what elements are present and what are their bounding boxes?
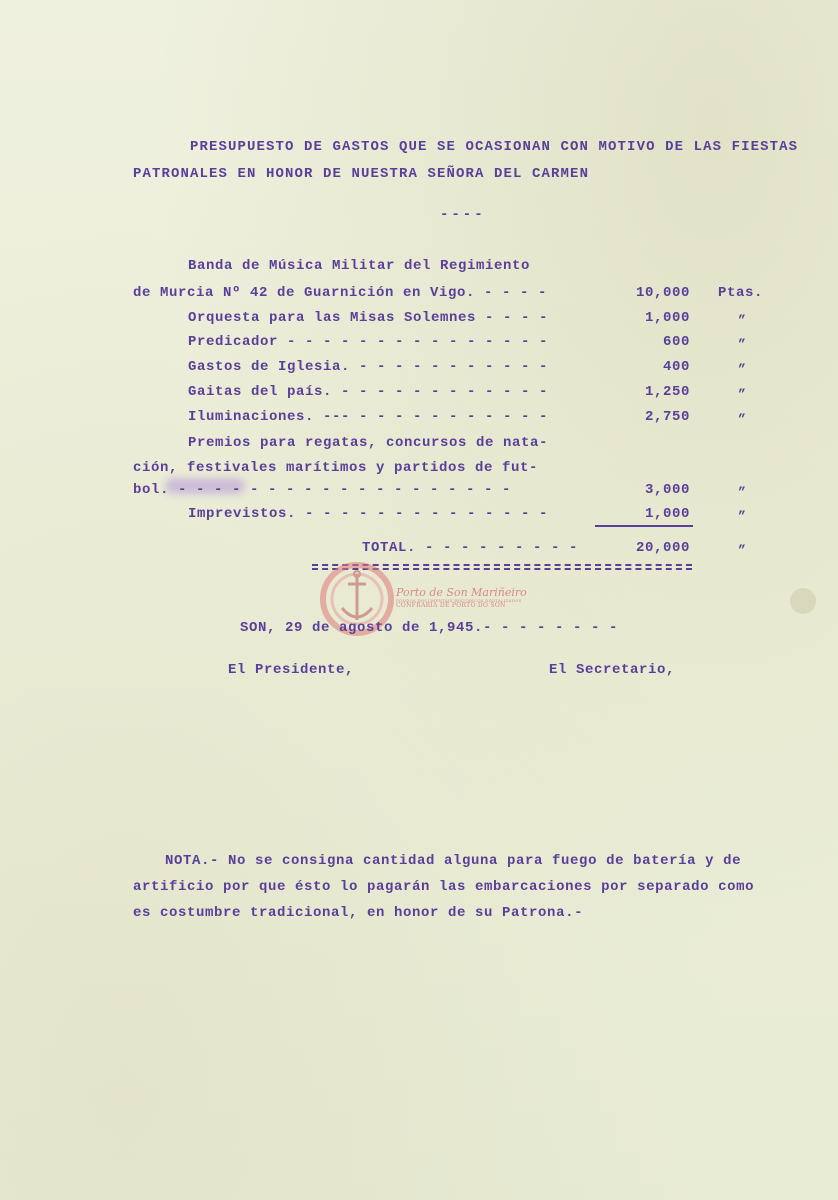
date-line: SON, 29 de agosto de 1,945.- - - - - - - - <box>240 620 619 636</box>
item-band-line-1: Banda de Música Militar del Regimiento <box>188 258 531 274</box>
item-iglesia-amount: 400 <box>662 359 690 375</box>
item-premios-amount: 3,000 <box>644 482 690 498</box>
item-predicador-label: Predicador - - - - - - - - - - - - - - - <box>188 334 549 350</box>
item-premios-line-3: bol. - - - - - - - - - - - - - - - - - - - <box>133 482 512 498</box>
sum-rule <box>595 525 693 527</box>
watermark-name: Porto de Son Mariñeiro <box>396 586 527 599</box>
item-imprevistos-label: Imprevistos. - - - - - - - - - - - - - - <box>188 506 549 522</box>
ditto-mark: ” <box>738 337 746 352</box>
item-orquesta-label: Orquesta para las Misas Solemnes - - - - <box>188 310 549 326</box>
signature-secretary: El Secretario, <box>549 662 676 678</box>
item-premios-line-2: ción, festivales marítimos y partidos de fut- <box>133 460 539 476</box>
item-band-amount: 10,000 <box>635 285 690 301</box>
total-label: TOTAL. - - - - - - - - - <box>362 540 579 556</box>
item-imprevistos-amount: 1,000 <box>644 506 690 522</box>
watermark-text <box>396 587 527 609</box>
item-gaitas-label: Gaitas del país. - - - - - - - - - - - - <box>188 384 549 400</box>
item-iglesia-label: Gastos de Iglesia. - - - - - - - - - - - <box>188 359 549 375</box>
title-separator: ---- <box>440 207 486 223</box>
watermark-subtitle: FONDOS DOCUMENTAIS HISTÓRICOS DIXITALIZADOS <box>396 597 522 603</box>
signature-president: El Presidente, <box>228 662 355 678</box>
item-orquesta-amount: 1,000 <box>644 310 690 326</box>
note-line-1: NOTA.- No se consigna cantidad alguna para fuego de batería y de <box>165 853 742 869</box>
item-iluminaciones-label: Iluminaciones. --- - - - - - - - - - - - <box>188 409 549 425</box>
ditto-mark: ” <box>738 543 746 558</box>
watermark-org: CONFRARÍA DE PORTO DO SON <box>396 601 506 609</box>
note-line-2: artificio por que ésto lo pagarán las embarcaciones por separado como <box>133 879 755 895</box>
ditto-mark: ” <box>738 412 746 427</box>
item-gaitas-amount: 1,250 <box>644 384 690 400</box>
title-line-2: PATRONALES EN HONOR DE NUESTRA SEÑORA DEL CARMEN <box>133 166 590 182</box>
item-iluminaciones-amount: 2,750 <box>644 409 690 425</box>
item-predicador-amount: 600 <box>662 334 690 350</box>
note-line-3: es costumbre tradicional, en honor de su Patrona.- <box>133 905 584 921</box>
item-premios-line-1: Premios para regatas, concursos de nata- <box>188 435 549 451</box>
ditto-mark: ” <box>738 313 746 328</box>
ditto-mark: ” <box>738 362 746 377</box>
currency-unit: Ptas. <box>718 285 764 301</box>
ditto-mark: ” <box>738 509 746 524</box>
paper-stain <box>790 588 816 614</box>
ditto-mark: ” <box>738 485 746 500</box>
title-line-1: PRESUPUESTO DE GASTOS QUE SE OCASIONAN CON MOTIVO DE LAS FIESTAS <box>190 139 799 155</box>
total-amount: 20,000 <box>635 540 690 556</box>
item-band-line-2: de Murcia Nº 42 de Guarnición en Vigo. - - - - <box>133 285 548 301</box>
ditto-mark: ” <box>738 387 746 402</box>
